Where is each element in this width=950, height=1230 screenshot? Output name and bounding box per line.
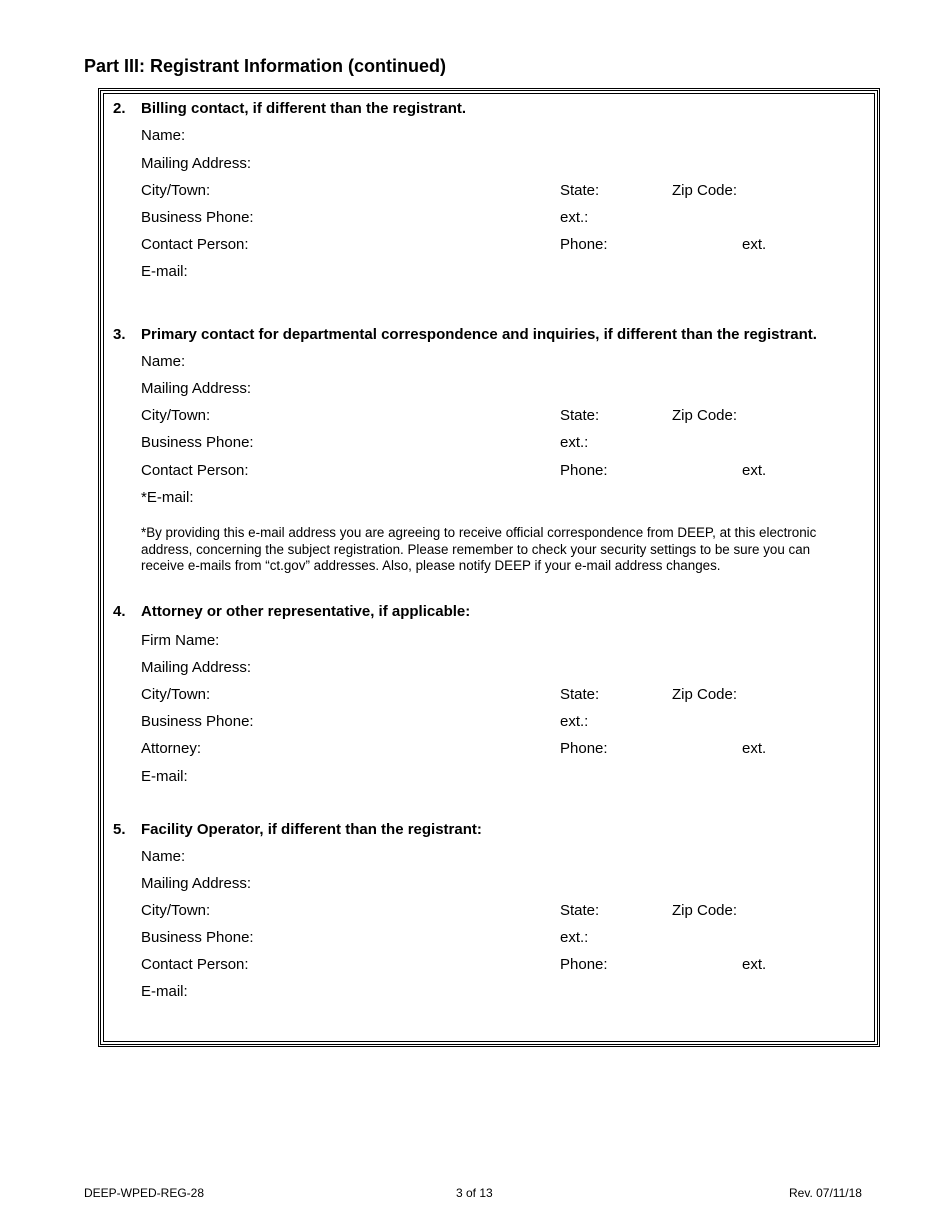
section-number: 2. <box>113 100 126 117</box>
email-label[interactable]: E-mail: <box>141 983 188 1000</box>
firm-name-label[interactable]: Firm Name: <box>141 632 220 649</box>
business-phone-ext-label[interactable]: ext.: <box>560 434 589 451</box>
state-label[interactable]: State: <box>560 686 600 703</box>
city-town-label[interactable]: City/Town: <box>141 182 211 199</box>
email-label[interactable]: E-mail: <box>141 263 188 280</box>
business-phone-label[interactable]: Business Phone: <box>141 929 254 946</box>
city-town-label[interactable]: City/Town: <box>141 686 211 703</box>
city-town-label[interactable]: City/Town: <box>141 407 211 424</box>
section-heading: Billing contact, if different than the registrant. <box>141 100 467 117</box>
email-consent-note: *By providing this e-mail address you are agreeing to receive official correspondence from DEEP, at this electronic address, concerning the subject registration. Please remember to check your security settings to be sure you can receive e-mails from “ct.gov” addresses. Also, please notify DEEP if your e-mail address changes. <box>141 525 817 573</box>
section-heading: Attorney or other representative, if applicable: <box>141 603 471 620</box>
phone-label[interactable]: Phone: <box>560 956 608 973</box>
section-number: 4. <box>113 603 126 620</box>
city-town-label[interactable]: City/Town: <box>141 902 211 919</box>
phone-ext-label[interactable]: ext. <box>742 236 767 253</box>
phone-label[interactable]: Phone: <box>560 740 608 757</box>
business-phone-label[interactable]: Business Phone: <box>141 713 254 730</box>
name-label[interactable]: Name: <box>141 848 186 865</box>
revision-date: Rev. 07/11/18 <box>789 1186 862 1200</box>
mailing-address-label[interactable]: Mailing Address: <box>141 380 252 397</box>
name-label[interactable]: Name: <box>141 353 186 370</box>
page-number: 3 of 13 <box>456 1186 493 1200</box>
zip-code-label[interactable]: Zip Code: <box>672 686 738 703</box>
business-phone-label[interactable]: Business Phone: <box>141 434 254 451</box>
business-phone-label[interactable]: Business Phone: <box>141 209 254 226</box>
state-label[interactable]: State: <box>560 182 600 199</box>
business-phone-ext-label[interactable]: ext.: <box>560 713 589 730</box>
section-heading: Primary contact for departmental correspondence and inquiries, if different than the registrant. <box>141 326 817 343</box>
contact-person-label[interactable]: Contact Person: <box>141 462 249 479</box>
business-phone-ext-label[interactable]: ext.: <box>560 929 589 946</box>
form-id: DEEP-WPED-REG-28 <box>84 1186 205 1200</box>
name-label[interactable]: Name: <box>141 127 186 144</box>
page-title: Part III: Registrant Information (continued) <box>84 56 447 76</box>
mailing-address-label[interactable]: Mailing Address: <box>141 875 252 892</box>
state-label[interactable]: State: <box>560 407 600 424</box>
state-label[interactable]: State: <box>560 902 600 919</box>
zip-code-label[interactable]: Zip Code: <box>672 902 738 919</box>
zip-code-label[interactable]: Zip Code: <box>672 407 738 424</box>
phone-label[interactable]: Phone: <box>560 236 608 253</box>
section-number: 5. <box>113 821 126 838</box>
section-number: 3. <box>113 326 126 343</box>
contact-person-label[interactable]: Contact Person: <box>141 956 249 973</box>
phone-ext-label[interactable]: ext. <box>742 956 767 973</box>
section-heading: Facility Operator, if different than the registrant: <box>141 821 482 838</box>
phone-ext-label[interactable]: ext. <box>742 740 767 757</box>
contact-person-label[interactable]: Contact Person: <box>141 236 249 253</box>
phone-ext-label[interactable]: ext. <box>742 462 767 479</box>
zip-code-label[interactable]: Zip Code: <box>672 182 738 199</box>
email-label[interactable]: E-mail: <box>141 768 188 785</box>
phone-label[interactable]: Phone: <box>560 462 608 479</box>
mailing-address-label[interactable]: Mailing Address: <box>141 659 252 676</box>
email-label[interactable]: *E-mail: <box>141 489 194 506</box>
mailing-address-label[interactable]: Mailing Address: <box>141 155 252 172</box>
attorney-label[interactable]: Attorney: <box>141 740 202 757</box>
business-phone-ext-label[interactable]: ext.: <box>560 209 589 226</box>
